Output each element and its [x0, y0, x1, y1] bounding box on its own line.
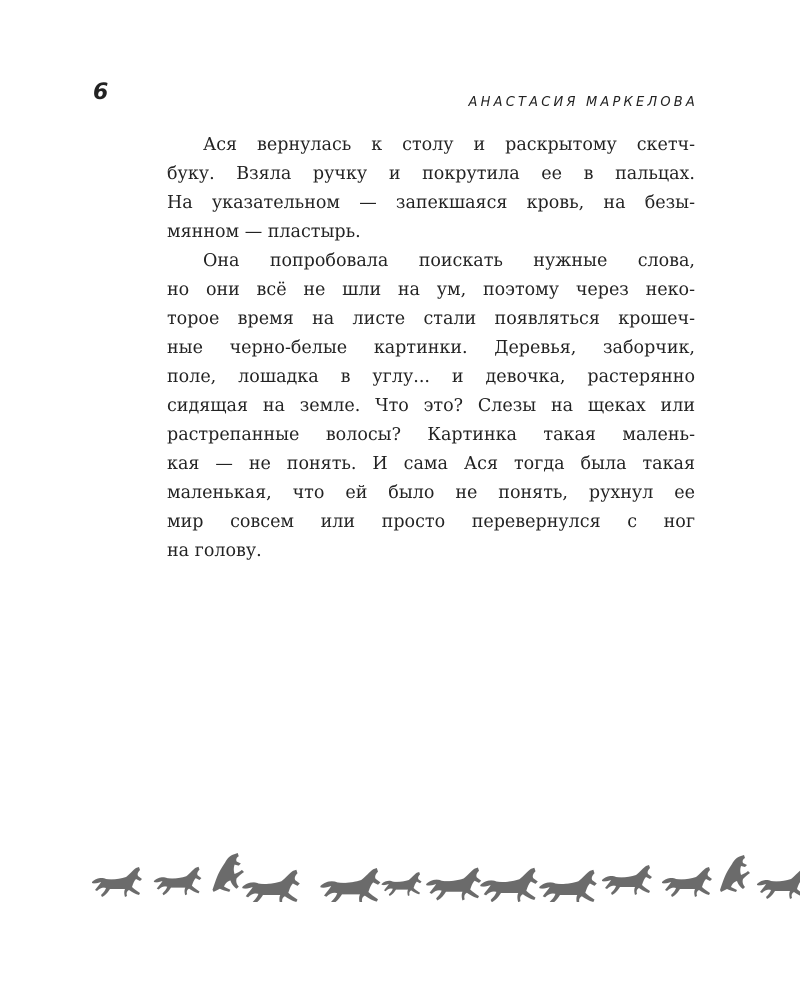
horse-row	[90, 852, 800, 902]
text-line: торое время на листе стали появляться крошеч-	[167, 309, 695, 329]
galloping-horse-icon	[480, 868, 538, 902]
text-line: на голову.	[167, 541, 262, 561]
galloping-horse-icon	[720, 855, 750, 892]
galloping-horse-icon	[539, 870, 597, 902]
galloping-horse-icon	[757, 869, 800, 899]
galloping-horse-icon	[426, 868, 481, 901]
body-text	[167, 131, 695, 566]
text-line: мянном — пластырь.	[167, 222, 361, 242]
galloping-horse-icon	[382, 872, 422, 896]
galloping-horse-icon	[662, 867, 712, 897]
galloping-horse-icon	[242, 870, 299, 902]
galloping-horse-icon	[602, 865, 652, 895]
text-line: Ася вернулась к столу и раскрытому скетч-	[203, 135, 695, 155]
galloping-horse-icon	[320, 868, 380, 902]
paragraph-2	[167, 247, 695, 566]
text-line: маленькая, что ей было не понять, рухнул ее	[167, 483, 695, 503]
text-line: сидящая на земле. Что это? Слезы на щеках или	[167, 396, 695, 416]
text-line: но они всё не шли на ум, поэтому через неко-	[167, 280, 695, 300]
galloping-horse-icon	[213, 853, 245, 892]
text-line: кая — не понять. И сама Ася тогда была такая	[167, 454, 695, 474]
galloping-horse-icon	[92, 867, 142, 897]
text-line: мир совсем или просто перевернулся с ног	[167, 512, 695, 532]
galloping-horse-icon	[154, 867, 202, 896]
text-line: растрепанные волосы? Картинка такая малень-	[167, 425, 695, 445]
text-line: Она попробовала поискать нужные слова,	[203, 251, 695, 271]
running-head-author: АНАСТАСИЯ МАРКЕЛОВА	[468, 95, 698, 110]
page-number: 6	[93, 80, 109, 105]
text-line: буку. Взяла ручку и покрутила ее в пальцах.	[167, 164, 695, 184]
paragraph-1	[167, 131, 695, 247]
horse-border-decoration	[90, 852, 800, 902]
text-line: На указательном — запекшаяся кровь, на безы-	[167, 193, 695, 213]
text-line: ные черно-белые картинки. Деревья, заборчик,	[167, 338, 695, 358]
text-line: поле, лошадка в углу... и девочка, растерянно	[167, 367, 695, 387]
